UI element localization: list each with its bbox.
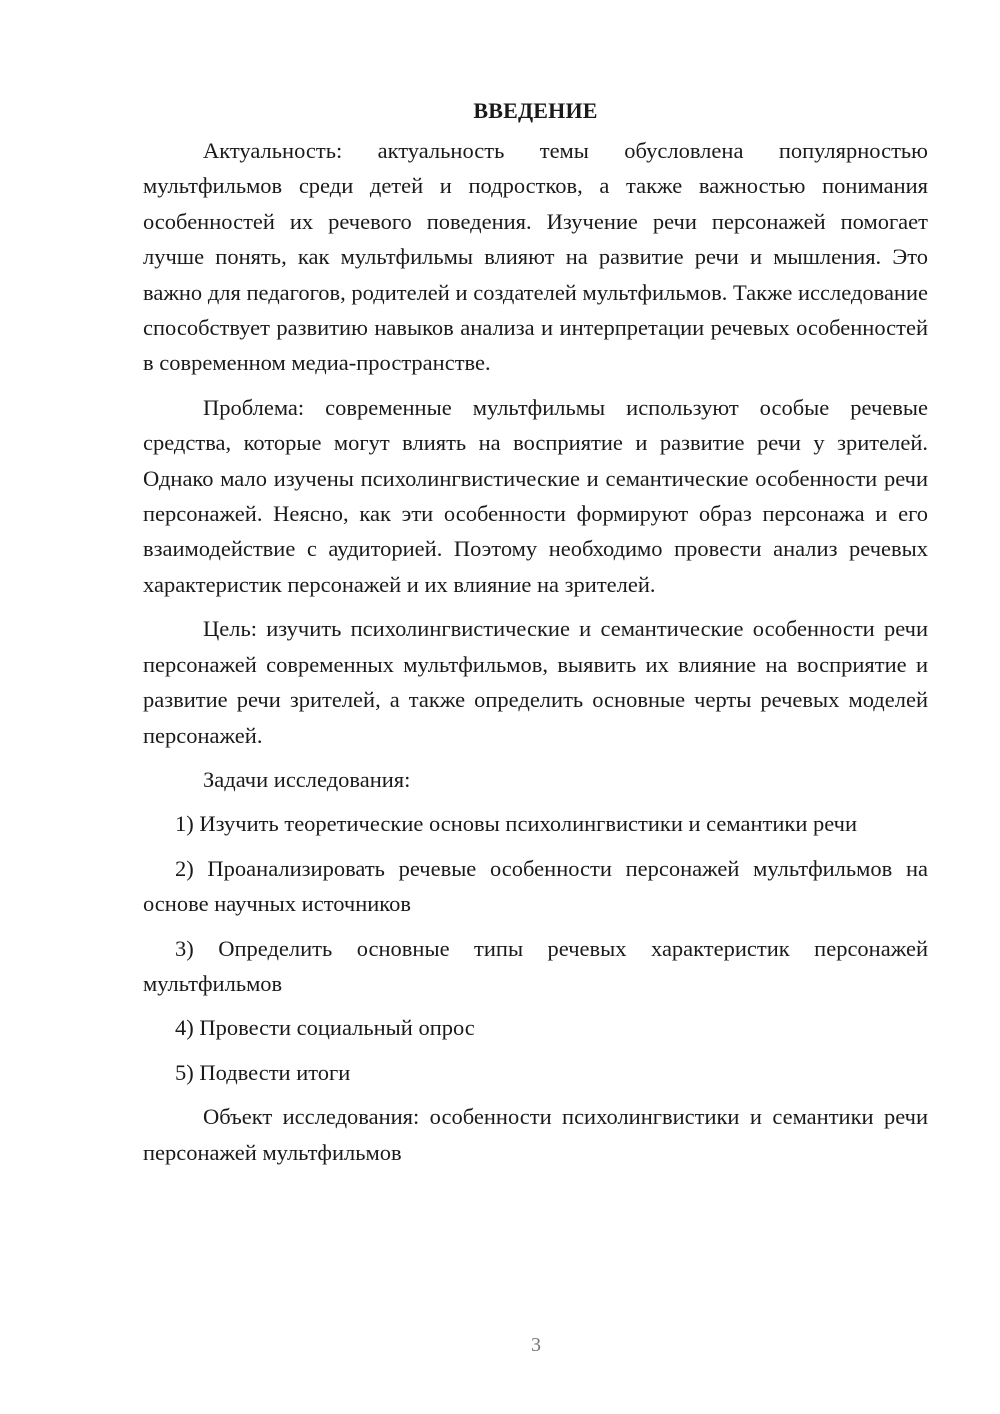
page-number: 3	[531, 1334, 541, 1356]
goal-paragraph: Цель: изучить психолингвистические и семантические особенности речи персонажей современных мультфильмов, выявить их влияние на восприятие и развитие речи зрителей, а также определить основные черты речевых моделей персонажей.	[143, 616, 928, 748]
task-item-5: 5) Подвести итоги	[175, 1059, 351, 1085]
task-item-3: 3) Определить основные типы речевых характеристик персонажей мультфильмов	[143, 935, 928, 996]
object-paragraph: Объект исследования: особенности психолингвистики и семантики речи персонажей мультфильмов	[143, 1104, 928, 1165]
task-item-1: 1) Изучить теоретические основы психолингвистики и семантики речи	[175, 811, 858, 837]
tasks-heading: Задачи исследования:	[203, 766, 411, 792]
problem-paragraph: Проблема: современные мультфильмы используют особые речевые средства, которые могут влиять на восприятие и развитие речи у зрителей. Однако мало изучены психолингвистические и семантические особенности речи персонажей. Неясно, как эти особенности формируют образ персонажа и его взаимодействие с аудиторией. Поэтому необходимо провести анализ речевых характеристик персонажей и их влияние на зрителей.	[143, 394, 928, 597]
relevance-paragraph: Актуальность: актуальность темы обусловлена популярностью мультфильмов среди детей и подростков, а также важностью понимания особенностей их речевого поведения. Изучение речи персонажей помогает лучше понять, как мультфильмы влияют на развитие речи и мышления. Это важно для педагогов, родителей и создателей мультфильмов. Также исследование способствует развитию навыков анализа и интерпретации речевых особенностей в современном медиа-пространстве.	[143, 138, 928, 376]
task-item-4: 4) Провести социальный опрос	[175, 1015, 475, 1041]
task-item-2: 2) Проанализировать речевые особенности персонажей мультфильмов на основе научных источников	[143, 855, 928, 917]
page-content	[143, 93, 928, 1170]
page-heading: ВВЕДЕНИЕ	[473, 98, 598, 123]
